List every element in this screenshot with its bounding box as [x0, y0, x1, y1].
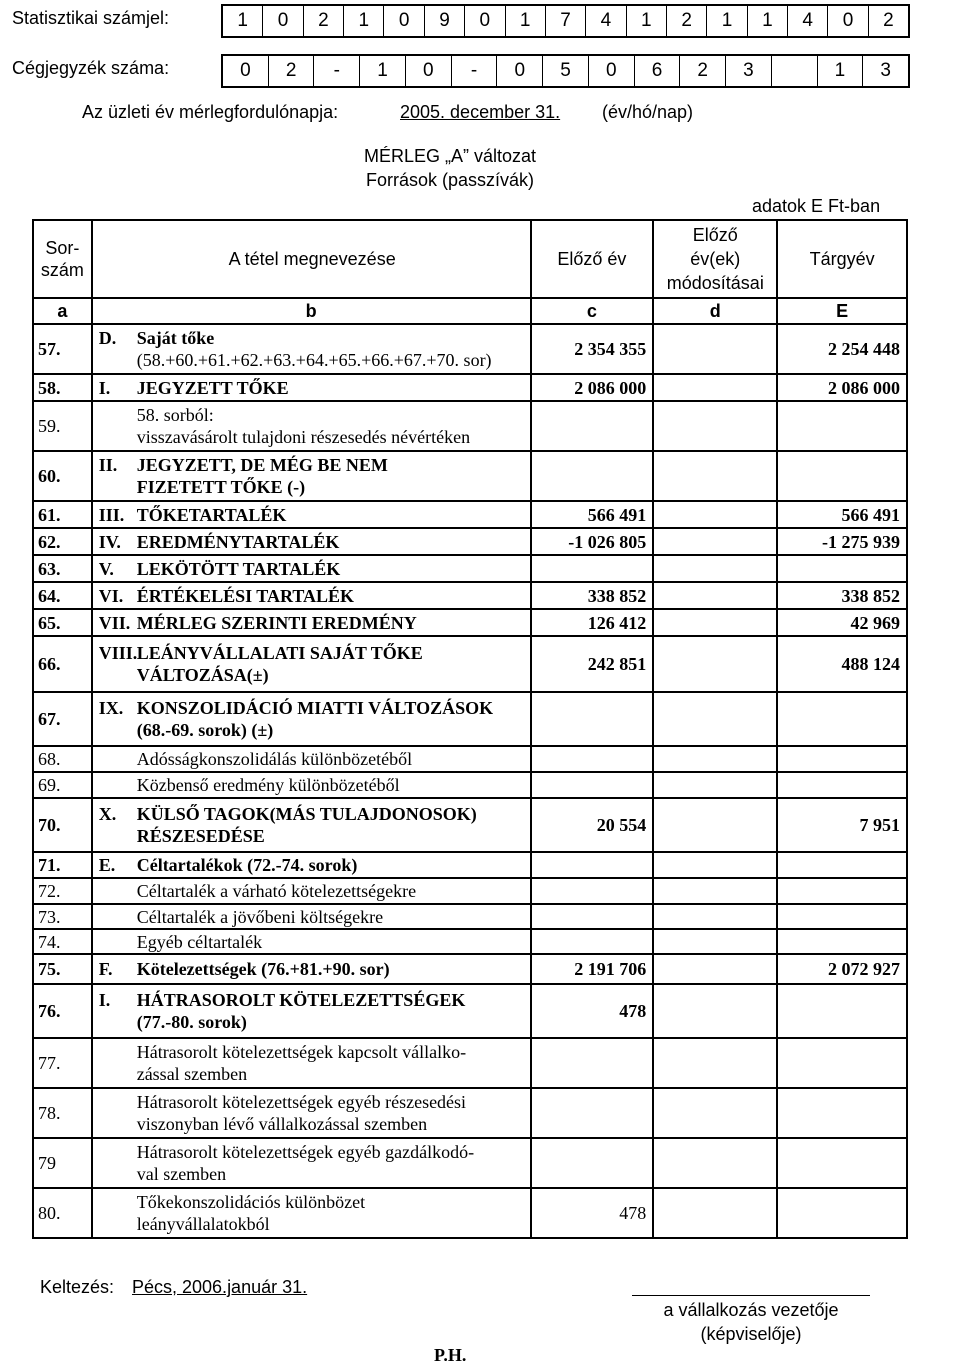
signature-line	[632, 1295, 870, 1296]
row-prefix: II.	[98, 455, 118, 475]
row-name	[92, 582, 531, 609]
row-cur-value	[777, 692, 907, 746]
doc-title: MÉRLEG „A” változat	[363, 146, 537, 166]
row-prev-value	[531, 878, 654, 904]
row-name	[92, 954, 531, 984]
col-letter-e: E	[777, 298, 907, 324]
row-mod-value	[653, 374, 777, 401]
balance-table	[32, 219, 908, 1239]
row-title: Tőkekonszolidációs különbözet	[136, 1192, 366, 1212]
row-cur-value	[777, 878, 907, 904]
row-number: 59.	[33, 401, 92, 451]
row-prefix	[99, 1091, 137, 1135]
col-letter-a: a	[33, 298, 92, 324]
fordulo-format: (év/hó/nap)	[602, 102, 694, 122]
row-mod-value	[653, 324, 777, 374]
row-prev-value	[531, 1138, 654, 1188]
row-name	[92, 929, 531, 954]
row-prev-value: 478	[531, 1188, 654, 1238]
row-title: Hátrasorolt kötelezettségek egyéb gazdálkodó-	[136, 1142, 475, 1162]
row-name	[92, 374, 531, 401]
row-number: 76.	[33, 984, 92, 1038]
row-title: Céltartalék a jövőbeni költségekre	[136, 906, 384, 927]
ceg-digit-box: 2	[680, 56, 726, 86]
row-prev-value: 478	[531, 984, 654, 1038]
table-row	[33, 636, 907, 692]
row-prefix	[99, 1041, 137, 1085]
row-cur-value	[777, 555, 907, 582]
row-name	[92, 984, 531, 1038]
row-title: MÉRLEG SZERINTI EREDMÉNY	[136, 612, 417, 633]
row-prev-value	[531, 772, 654, 798]
row-mod-value	[653, 904, 777, 929]
col-name-header: A tétel megnevezése	[92, 220, 531, 298]
ceg-digit-box: 2	[269, 56, 315, 86]
unit-note: adatok E Ft-ban	[752, 196, 881, 216]
row-cur-value	[777, 929, 907, 954]
ceg-digit-box: 0	[589, 56, 635, 86]
signature-label: a vállalkozás vezetője	[663, 1300, 839, 1320]
row-name	[92, 324, 531, 374]
stat-digit-box: 0	[828, 6, 868, 36]
row-mod-value	[653, 451, 777, 501]
row-prefix: I.	[98, 990, 111, 1010]
table-row	[33, 798, 907, 852]
row-mod-value	[653, 636, 777, 692]
row-cur-value	[777, 1038, 907, 1088]
table-row	[33, 852, 907, 878]
table-row	[33, 904, 907, 929]
table-row	[33, 1038, 907, 1088]
row-number: 61.	[33, 501, 92, 528]
row-subtitle: zással szemben	[136, 1064, 248, 1084]
table-row	[33, 984, 907, 1038]
row-name	[92, 904, 531, 929]
table-row	[33, 1138, 907, 1188]
row-cur-value: 488 124	[777, 636, 907, 692]
row-mod-value	[653, 609, 777, 636]
row-prev-value	[531, 1038, 654, 1088]
row-number: 80.	[33, 1188, 92, 1238]
row-name	[92, 451, 531, 501]
table-row	[33, 451, 907, 501]
col-cur-header: Tárgyév	[777, 220, 907, 298]
row-name	[92, 555, 531, 582]
row-subtitle: visszavásárolt tulajdoni részesedés névértéken	[136, 427, 471, 447]
row-prev-value	[531, 904, 654, 929]
table-row	[33, 555, 907, 582]
row-prev-value	[531, 746, 654, 772]
row-cur-value: 338 852	[777, 582, 907, 609]
row-cur-value: 7 951	[777, 798, 907, 852]
row-cur-value: 566 491	[777, 501, 907, 528]
doc-subtitle: Források (passzívák)	[365, 170, 535, 190]
row-name	[92, 1188, 531, 1238]
stat-digit-box: 1	[223, 6, 263, 36]
table-row	[33, 609, 907, 636]
row-title: Kötelezettségek (76.+81.+90. sor)	[136, 959, 390, 979]
row-mod-value	[653, 582, 777, 609]
row-number: 69.	[33, 772, 92, 798]
row-name	[92, 1038, 531, 1088]
stat-digit-box: 1	[748, 6, 788, 36]
row-mod-value	[653, 929, 777, 954]
row-mod-value	[653, 984, 777, 1038]
row-mod-value	[653, 501, 777, 528]
col-mod-header: Előző év(ek) módosításai	[653, 220, 777, 298]
row-cur-value	[777, 772, 907, 798]
row-number: 73.	[33, 904, 92, 929]
table-row	[33, 1088, 907, 1138]
table-row	[33, 929, 907, 954]
row-title: Adósságkonszolidálás különbözetéből	[136, 749, 413, 769]
row-mod-value	[653, 401, 777, 451]
row-number: 57.	[33, 324, 92, 374]
row-subtitle: (77.-80. sorok)	[136, 1012, 247, 1032]
row-prefix: IX.	[98, 698, 124, 718]
row-number: 78.	[33, 1088, 92, 1138]
row-number: 71.	[33, 852, 92, 878]
ceg-digit-box	[772, 56, 818, 86]
row-number: 66.	[33, 636, 92, 692]
row-title: Hátrasorolt kötelezettségek egyéb részesedési	[136, 1092, 467, 1112]
row-prefix: IV.	[98, 531, 121, 552]
row-name	[92, 878, 531, 904]
table-row	[33, 501, 907, 528]
row-title: LEKÖTÖTT TARTALÉK	[136, 558, 341, 579]
row-prefix: F.	[98, 959, 113, 979]
row-number: 74.	[33, 929, 92, 954]
stat-digit-box: 4	[788, 6, 828, 36]
row-cur-value	[777, 1088, 907, 1138]
row-cur-value: 2 072 927	[777, 954, 907, 984]
row-cur-value	[777, 852, 907, 878]
row-prefix	[99, 748, 137, 770]
row-prev-value	[531, 852, 654, 878]
row-mod-value	[653, 555, 777, 582]
row-title: KONSZOLIDÁCIÓ MIATTI VÁLTOZÁSOK	[136, 698, 494, 718]
row-name	[92, 609, 531, 636]
row-cur-value	[777, 984, 907, 1038]
row-cur-value: 2 254 448	[777, 324, 907, 374]
stat-digit-box: 4	[586, 6, 626, 36]
row-title: Céltartalék a várható kötelezettségekre	[136, 881, 417, 901]
row-cur-value	[777, 451, 907, 501]
stat-digit-box: 9	[425, 6, 465, 36]
table-row	[33, 692, 907, 746]
row-mod-value	[653, 1138, 777, 1188]
row-number: 75.	[33, 954, 92, 984]
row-prev-value: 242 851	[531, 636, 654, 692]
row-mod-value	[653, 1038, 777, 1088]
ceg-digit-box: -	[452, 56, 498, 86]
row-prev-value: 20 554	[531, 798, 654, 852]
ceg-digit-box: 0	[497, 56, 543, 86]
ceg-digit-box: 3	[726, 56, 772, 86]
date-label: Keltezés:	[40, 1277, 115, 1297]
row-mod-value	[653, 1188, 777, 1238]
row-number: 77.	[33, 1038, 92, 1088]
row-prefix	[99, 774, 137, 796]
ceg-digit-box: 5	[543, 56, 589, 86]
table-row	[33, 954, 907, 984]
ceg-digit-box: 1	[818, 56, 864, 86]
row-mod-value	[653, 954, 777, 984]
row-prev-value	[531, 401, 654, 451]
row-prefix	[99, 931, 137, 953]
row-number: 68.	[33, 746, 92, 772]
row-title: EREDMÉNYTARTALÉK	[136, 531, 340, 552]
ceg-digit-box: 6	[635, 56, 681, 86]
row-name	[92, 852, 531, 878]
row-subtitle: (68.-69. sorok) (±)	[136, 720, 274, 740]
table-row	[33, 746, 907, 772]
row-prefix: VI.	[98, 585, 124, 606]
row-mod-value	[653, 528, 777, 555]
fordulo-label: Az üzleti év mérlegfordulónapja:	[82, 102, 339, 122]
ceg-digit-box: -	[314, 56, 360, 86]
row-cur-value	[777, 1138, 907, 1188]
stat-digit-box: 1	[707, 6, 747, 36]
row-title: Közbenső eredmény különbözetéből	[136, 775, 400, 795]
row-name	[92, 772, 531, 798]
stat-digit-box: 2	[883, 10, 894, 31]
row-prev-value	[531, 929, 654, 954]
row-title: JEGYZETT, DE MÉG BE NEM	[136, 455, 388, 475]
row-cur-value	[777, 401, 907, 451]
stat-label: Statisztikai számjel:	[12, 8, 170, 28]
row-prev-value: 2 354 355	[531, 324, 654, 374]
row-subtitle: leányvállalatokból	[136, 1214, 270, 1234]
row-prefix: III.	[98, 504, 125, 525]
letters-row	[33, 298, 907, 324]
row-prev-value: 566 491	[531, 501, 654, 528]
row-subtitle: FIZETETT TŐKE (-)	[136, 477, 306, 497]
col-letter-c: c	[531, 298, 654, 324]
row-title: KÜLSŐ TAGOK(MÁS TULAJDONOSOK)	[136, 804, 477, 824]
row-title: 58. sorból:	[136, 405, 214, 425]
row-cur-value: 42 969	[777, 609, 907, 636]
stat-digit-box: 0	[465, 6, 505, 36]
row-name	[92, 1088, 531, 1138]
row-prefix: V.	[98, 558, 114, 579]
row-prev-value	[531, 451, 654, 501]
row-mod-value	[653, 878, 777, 904]
row-number: 67.	[33, 692, 92, 746]
row-prev-value: 2 191 706	[531, 954, 654, 984]
signature-sublabel: (képviselője)	[700, 1324, 802, 1344]
row-number: 65.	[33, 609, 92, 636]
row-title: Céltartalékok (72.-74. sorok)	[136, 855, 358, 875]
stat-digit-box: 1	[627, 6, 667, 36]
row-number: 64.	[33, 582, 92, 609]
row-prefix: VII.	[98, 612, 131, 633]
row-name	[92, 636, 531, 692]
row-prefix	[99, 880, 137, 902]
row-title: HÁTRASOROLT KÖTELEZETTSÉGEK	[136, 990, 466, 1010]
row-mod-value	[653, 692, 777, 746]
ceg-digit-box: 0	[406, 56, 452, 86]
row-mod-value	[653, 798, 777, 852]
row-number: 60.	[33, 451, 92, 501]
table-row	[33, 401, 907, 451]
row-cur-value: 2 086 000	[777, 374, 907, 401]
row-mod-value	[653, 746, 777, 772]
row-prev-value: 2 086 000	[531, 374, 654, 401]
row-cur-value	[777, 904, 907, 929]
row-name	[92, 1138, 531, 1188]
row-cur-value	[777, 1188, 907, 1238]
ceg-label: Cégjegyzék száma:	[12, 58, 170, 78]
row-subtitle: viszonyban lévő vállalkozással szemben	[136, 1114, 428, 1134]
row-subtitle: (58.+60.+61.+62.+63.+64.+65.+66.+67.+70. sor)	[136, 350, 492, 370]
fordulo-date: 2005. december 31.	[400, 102, 561, 122]
row-subtitle: VÁLTOZÁSA(±)	[136, 665, 269, 685]
stat-digit-box: 1	[344, 6, 384, 36]
row-subtitle: RÉSZESEDÉSE	[136, 826, 265, 846]
table-row	[33, 374, 907, 401]
col-letter-d: d	[653, 298, 777, 324]
row-name	[92, 528, 531, 555]
row-mod-value	[653, 1088, 777, 1138]
row-number: 79	[33, 1138, 92, 1188]
stat-digit-box: 0	[384, 6, 424, 36]
stat-digit-box: 1	[506, 6, 546, 36]
ceg-code-boxes	[221, 54, 910, 88]
row-title: JEGYZETT TŐKE	[136, 377, 289, 398]
stat-digit-box: 2	[304, 6, 344, 36]
row-title: Egyéb céltartalék	[136, 931, 263, 952]
row-prefix: VIII.	[98, 643, 138, 663]
header-row	[33, 220, 907, 298]
table-row	[33, 324, 907, 374]
col-prev-header: Előző év	[531, 220, 654, 298]
row-subtitle: val szemben	[136, 1164, 227, 1184]
row-prefix: I.	[98, 377, 111, 398]
row-prefix	[99, 404, 137, 448]
table-row	[33, 1188, 907, 1238]
row-name	[92, 798, 531, 852]
row-prev-value: 338 852	[531, 582, 654, 609]
stamp-place: P.H.	[434, 1345, 467, 1365]
row-mod-value	[653, 772, 777, 798]
row-prev-value	[531, 1088, 654, 1138]
row-title: Saját tőke	[136, 328, 215, 348]
row-prefix: X.	[98, 804, 117, 824]
row-name	[92, 401, 531, 451]
row-cur-value	[777, 746, 907, 772]
row-prefix: E.	[98, 855, 116, 875]
ceg-digit-box: 1	[360, 56, 406, 86]
ceg-digit-box: 3	[880, 60, 891, 81]
stat-digit-box: 2	[667, 6, 707, 36]
stat-digit-box: 7	[546, 6, 586, 36]
row-mod-value	[653, 852, 777, 878]
row-number: 63.	[33, 555, 92, 582]
row-prefix	[99, 1191, 137, 1235]
row-title: ÉRTÉKELÉSI TARTALÉK	[136, 585, 355, 606]
table-row	[33, 528, 907, 555]
row-prev-value	[531, 692, 654, 746]
row-name	[92, 692, 531, 746]
row-prefix	[99, 1141, 137, 1185]
row-number: 72.	[33, 878, 92, 904]
row-number: 70.	[33, 798, 92, 852]
col-letter-b: b	[92, 298, 531, 324]
row-title: TŐKETARTALÉK	[136, 504, 287, 525]
date-value: Pécs, 2006.január 31.	[132, 1277, 308, 1297]
col-no-header: Sor- szám	[33, 220, 92, 298]
row-prefix	[99, 906, 137, 928]
row-cur-value: -1 275 939	[777, 528, 907, 555]
stat-code-boxes	[221, 4, 910, 38]
ceg-digit-box: 0	[223, 56, 269, 86]
stat-digit-box: 0	[263, 6, 303, 36]
row-prefix: D.	[98, 328, 117, 348]
row-title: LEÁNYVÁLLALATI SAJÁT TŐKE	[136, 643, 423, 663]
row-name	[92, 746, 531, 772]
table-row	[33, 772, 907, 798]
row-number: 62.	[33, 528, 92, 555]
row-prev-value	[531, 555, 654, 582]
row-title: Hátrasorolt kötelezettségek kapcsolt vállalko-	[136, 1042, 467, 1062]
table-row	[33, 582, 907, 609]
table-row	[33, 878, 907, 904]
row-prev-value: -1 026 805	[531, 528, 654, 555]
row-number: 58.	[33, 374, 92, 401]
row-prev-value: 126 412	[531, 609, 654, 636]
row-name	[92, 501, 531, 528]
